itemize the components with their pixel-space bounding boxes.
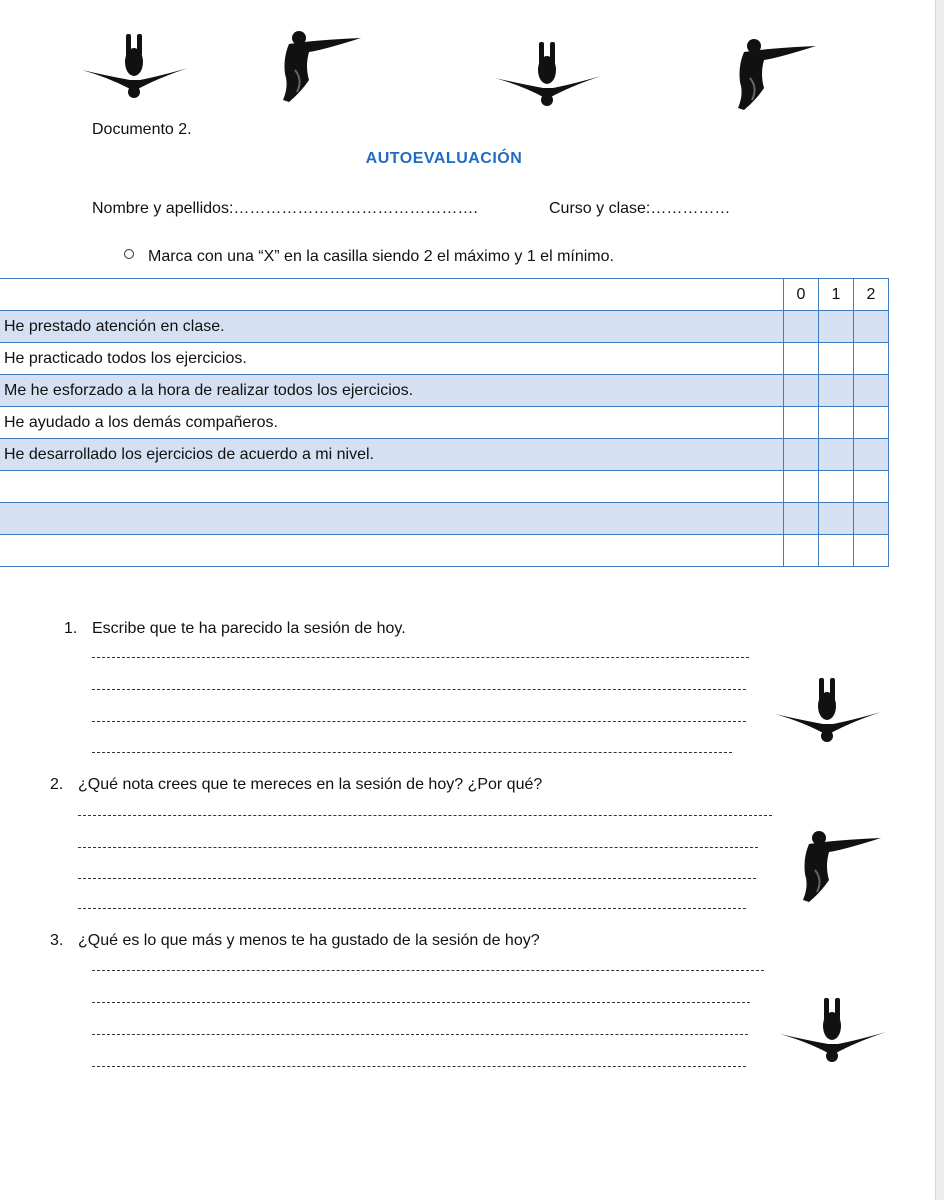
table-row — [0, 375, 889, 407]
question-2 — [50, 776, 542, 794]
score-cell-1[interactable] — [819, 343, 854, 375]
row-label: Me he esforzado a la hora de realizar todos los ejercicios. — [0, 375, 784, 407]
score-cell-2[interactable] — [854, 503, 889, 535]
question-number: 1. — [64, 620, 78, 637]
bullet-icon — [124, 249, 134, 259]
table-row — [0, 503, 889, 535]
diver-side-icon — [730, 38, 820, 113]
table-row — [0, 343, 889, 375]
score-cell-1[interactable] — [819, 375, 854, 407]
name-blank[interactable]: ………………………………………. — [233, 200, 478, 217]
course-field[interactable] — [549, 200, 730, 218]
score-cell-1[interactable] — [819, 439, 854, 471]
self-evaluation-table — [0, 278, 889, 567]
score-cell-0[interactable] — [784, 407, 819, 439]
score-cell-0[interactable] — [784, 375, 819, 407]
score-cell-1[interactable] — [819, 535, 854, 567]
answer-line[interactable] — [78, 908, 746, 909]
answer-line[interactable] — [78, 815, 772, 816]
course-blank[interactable]: …………… — [650, 200, 731, 217]
score-cell-2[interactable] — [854, 535, 889, 567]
answer-line[interactable] — [92, 1034, 748, 1035]
score-cell-1[interactable] — [819, 471, 854, 503]
question-3 — [50, 932, 540, 950]
table-row — [0, 311, 889, 343]
row-label — [0, 503, 784, 535]
diver-front-icon — [773, 676, 883, 746]
score-header-1: 1 — [819, 279, 854, 311]
question-text: ¿Qué es lo que más y menos te ha gustado de la sesión de hoy? — [78, 932, 540, 949]
row-label: He practicado todos los ejercicios. — [0, 343, 784, 375]
question-text: Escribe que te ha parecido la sesión de hoy. — [92, 620, 406, 637]
score-cell-0[interactable] — [784, 343, 819, 375]
score-cell-2[interactable] — [854, 471, 889, 503]
score-header-2: 2 — [854, 279, 889, 311]
page-title: AUTOEVALUACIÓN — [365, 150, 523, 167]
answer-line[interactable] — [92, 752, 732, 753]
score-cell-2[interactable] — [854, 343, 889, 375]
score-cell-2[interactable] — [854, 407, 889, 439]
page-edge — [935, 0, 944, 1200]
score-cell-1[interactable] — [819, 311, 854, 343]
table-row — [0, 535, 889, 567]
row-label — [0, 471, 784, 503]
course-label: Curso y clase: — [549, 200, 651, 217]
score-cell-1[interactable] — [819, 407, 854, 439]
question-number: 3. — [50, 932, 64, 949]
instruction — [124, 248, 614, 266]
answer-line[interactable] — [92, 721, 746, 722]
score-cell-0[interactable] — [784, 439, 819, 471]
question-text: ¿Qué nota crees que te mereces en la sesión de hoy? ¿Por qué? — [78, 776, 543, 793]
score-cell-2[interactable] — [854, 311, 889, 343]
question-number: 2. — [50, 776, 64, 793]
score-cell-0[interactable] — [784, 535, 819, 567]
answer-line[interactable] — [92, 689, 746, 690]
answer-line[interactable] — [78, 878, 756, 879]
answer-line[interactable] — [92, 657, 749, 658]
diver-front-icon — [493, 40, 603, 110]
table-row — [0, 471, 889, 503]
name-label: Nombre y apellidos: — [92, 200, 234, 217]
score-cell-2[interactable] — [854, 439, 889, 471]
name-field[interactable] — [92, 200, 478, 218]
instruction-text: Marca con una “X” en la casilla siendo 2 el máximo y 1 el mínimo. — [148, 248, 614, 265]
row-label — [0, 535, 784, 567]
score-cell-2[interactable] — [854, 375, 889, 407]
answer-line[interactable] — [78, 847, 758, 848]
question-1 — [64, 620, 406, 638]
diver-front-icon — [778, 996, 888, 1066]
row-label: He ayudado a los demás compañeros. — [0, 407, 784, 439]
table-header-row — [0, 279, 889, 311]
diver-side-icon — [275, 30, 365, 105]
score-cell-0[interactable] — [784, 471, 819, 503]
header-blank — [0, 279, 784, 311]
score-cell-0[interactable] — [784, 311, 819, 343]
diver-front-icon — [80, 32, 190, 102]
row-label: He prestado atención en clase. — [0, 311, 784, 343]
score-header-0: 0 — [784, 279, 819, 311]
row-label: He desarrollado los ejercicios de acuerdo a mi nivel. — [0, 439, 784, 471]
score-cell-1[interactable] — [819, 503, 854, 535]
table-row — [0, 439, 889, 471]
document-label: Documento 2. — [92, 121, 192, 138]
table-row — [0, 407, 889, 439]
answer-line[interactable] — [92, 1002, 750, 1003]
score-cell-0[interactable] — [784, 503, 819, 535]
diver-side-icon — [795, 830, 885, 905]
answer-line[interactable] — [92, 970, 764, 971]
answer-line[interactable] — [92, 1066, 746, 1067]
